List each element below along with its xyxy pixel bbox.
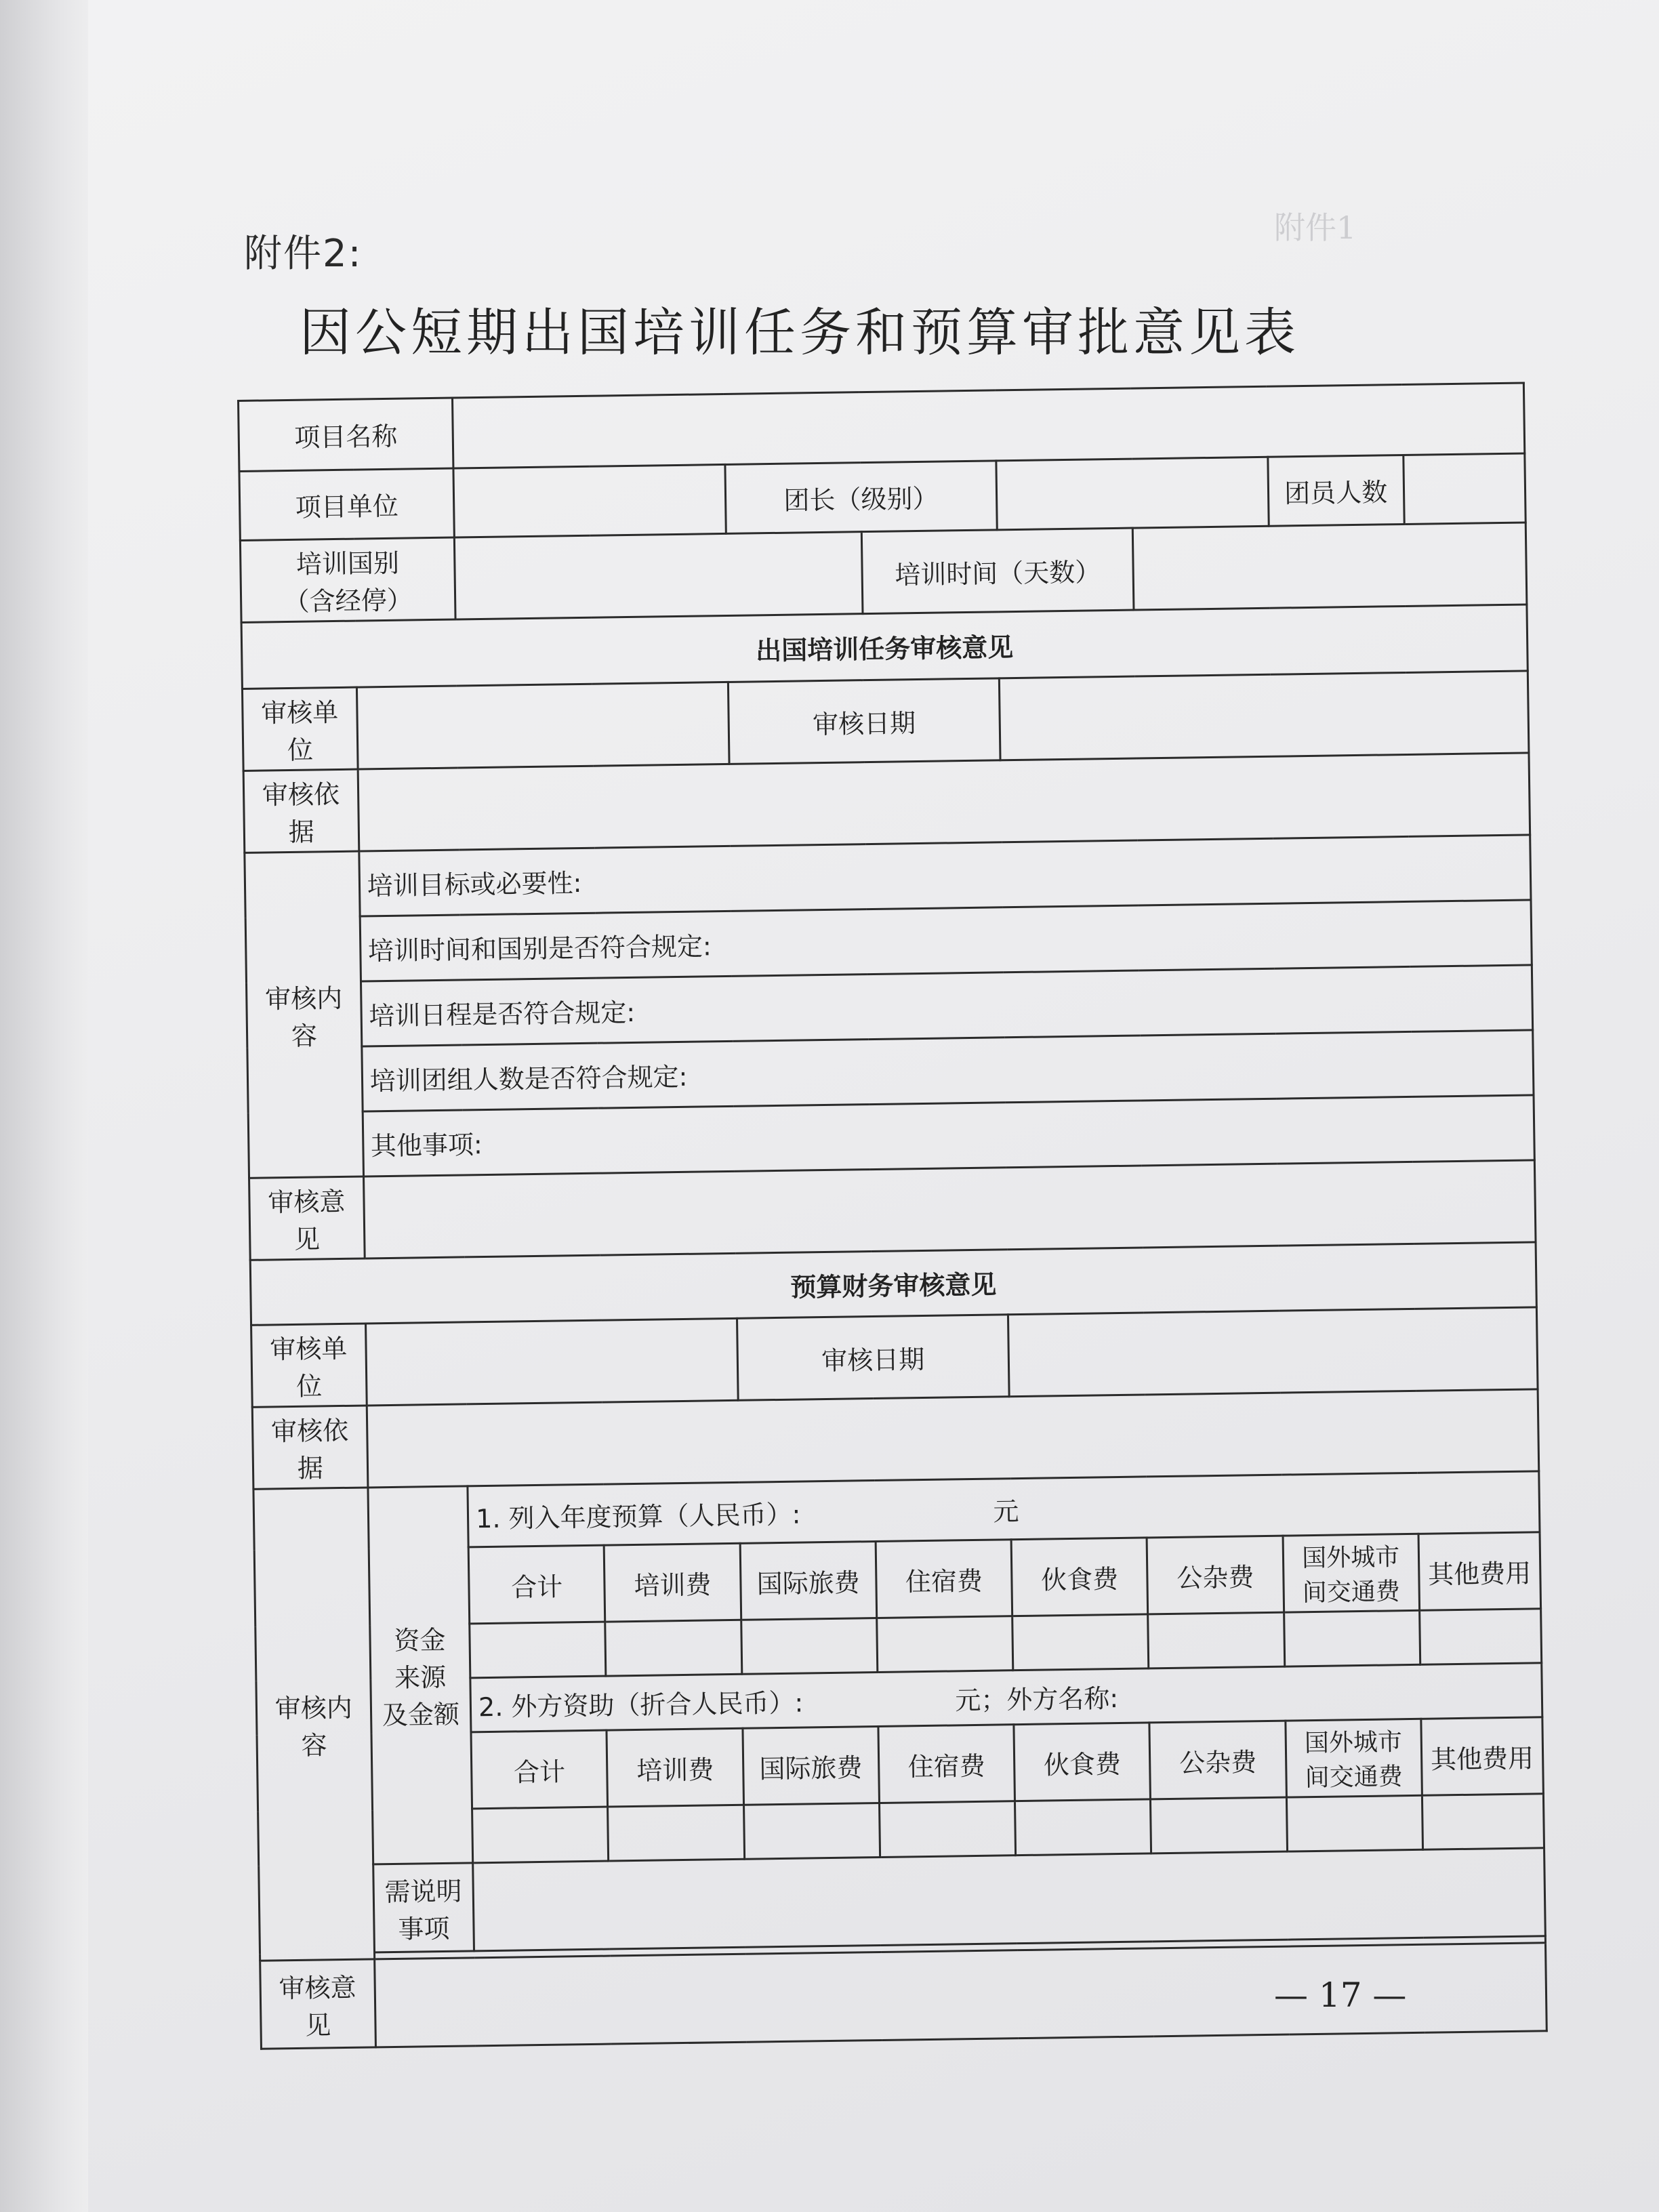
- page-number: — 17 —: [1274, 1975, 1407, 2015]
- task-content-label: 审核内容: [245, 851, 363, 1178]
- budget-review-title: 预算财务审核意见: [250, 1242, 1536, 1325]
- cost-value-cell[interactable]: [1419, 1609, 1541, 1664]
- budget-basis-label: 审核依据: [252, 1406, 367, 1489]
- country-label-line2: （含经停）: [283, 585, 413, 617]
- cost-value-cell[interactable]: [608, 1805, 744, 1861]
- task-item[interactable]: 培训团组人数是否符合规定:: [361, 1030, 1534, 1111]
- cost-header: 其他费用: [1421, 1717, 1544, 1795]
- cost-header: 国际旅费: [743, 1726, 880, 1805]
- cost-header: 国外城市间交通费: [1285, 1719, 1422, 1797]
- country-label-line1: 培训国别: [295, 548, 400, 579]
- cost-value-cell[interactable]: [877, 1616, 1013, 1673]
- members-label: 团员人数: [1267, 455, 1404, 526]
- cost-header: 培训费: [607, 1728, 743, 1807]
- cost-header: 伙食费: [1011, 1538, 1148, 1616]
- book-spine: [0, 0, 88, 2212]
- annex-label: 附件2:: [244, 232, 363, 276]
- cost-header: 合计: [471, 1730, 608, 1809]
- cost-header: 伙食费: [1014, 1723, 1151, 1801]
- cost-header: 培训费: [605, 1543, 741, 1622]
- task-date-label: 审核日期: [728, 678, 1000, 764]
- training-time-field[interactable]: [1133, 523, 1527, 610]
- cost-header: 住宿费: [878, 1725, 1015, 1803]
- cost-value-cell[interactable]: [1286, 1795, 1422, 1851]
- country-field[interactable]: [455, 532, 863, 619]
- project-name-label: 项目名称: [239, 398, 454, 471]
- cost-value-cell[interactable]: [879, 1801, 1015, 1858]
- task-item[interactable]: 培训日程是否符合规定:: [361, 965, 1533, 1046]
- task-review-title: 出国培训任务审核意见: [241, 605, 1528, 689]
- funds-label-line3: 及金额: [382, 1699, 460, 1731]
- approval-table: [237, 382, 1548, 2049]
- project-unit-field[interactable]: [453, 464, 726, 537]
- cost-value-cell[interactable]: [470, 1622, 606, 1678]
- budget-date-label: 审核日期: [737, 1315, 1009, 1401]
- bleed-through-text: 附件1: [1274, 209, 1357, 246]
- leader-field[interactable]: [996, 457, 1269, 530]
- training-time-label: 培训时间（天数）: [861, 528, 1134, 614]
- budget-unit-field[interactable]: [365, 1318, 738, 1406]
- project-unit-label: 项目单位: [239, 468, 455, 540]
- cost-header: 国外城市间交通费: [1283, 1534, 1420, 1612]
- task-unit-field[interactable]: [356, 682, 729, 769]
- budget-unit-label: 审核单位: [251, 1324, 367, 1407]
- cost-value-cell[interactable]: [1015, 1799, 1151, 1856]
- funds-source-label: [368, 1486, 473, 1864]
- notes-label: [373, 1863, 474, 1952]
- cost-value-cell[interactable]: [741, 1618, 877, 1675]
- form-title: 因公短期出国培训任务和预算审批意见表: [300, 302, 1300, 363]
- cost-value-cell[interactable]: [1148, 1612, 1284, 1668]
- task-opinion-label: 审核意见: [249, 1176, 365, 1260]
- foreign-funding-amount[interactable]: [811, 1710, 947, 1712]
- members-field[interactable]: [1404, 453, 1526, 524]
- budget-date-field[interactable]: [1008, 1307, 1538, 1397]
- cost-header: 国际旅费: [740, 1542, 877, 1620]
- task-basis-field[interactable]: [358, 753, 1530, 851]
- cost-value-cell[interactable]: [605, 1620, 741, 1676]
- task-unit-label: 审核单位: [242, 687, 357, 771]
- task-basis-label: 审核依据: [243, 769, 359, 853]
- cost-value-cell[interactable]: [743, 1803, 880, 1859]
- foreign-funding-suffix: 元；外方名称:: [955, 1683, 1119, 1716]
- cost-value-cell[interactable]: [1151, 1797, 1287, 1853]
- annual-budget-amount[interactable]: [809, 1521, 985, 1523]
- task-item[interactable]: 其他事项:: [363, 1095, 1535, 1176]
- cost-header: 公杂费: [1149, 1721, 1286, 1799]
- budget-content-label: 审核内容: [253, 1488, 374, 1961]
- notes-field[interactable]: [473, 1848, 1546, 1951]
- country-label: [240, 537, 455, 622]
- cost-header: 合计: [468, 1545, 605, 1624]
- annual-budget-prefix: 1. 列入年度预算（人民币）:: [475, 1499, 801, 1534]
- notes-label-line1: 需说明: [384, 1876, 462, 1907]
- funds-label-line2: 来源: [394, 1662, 447, 1693]
- leader-label: 团长（级别）: [725, 461, 998, 534]
- task-item[interactable]: 培训目标或必要性:: [359, 835, 1531, 916]
- cost-header: 其他费用: [1418, 1532, 1541, 1610]
- cost-value-cell[interactable]: [1422, 1794, 1544, 1849]
- cost-value-cell[interactable]: [1012, 1614, 1149, 1671]
- cost-header: 公杂费: [1147, 1536, 1284, 1614]
- cost-value-cell[interactable]: [1284, 1610, 1420, 1666]
- task-date-field[interactable]: [999, 671, 1529, 760]
- task-opinion-field[interactable]: [363, 1160, 1536, 1258]
- cost-header: 住宿费: [876, 1540, 1012, 1618]
- budget-basis-field[interactable]: [367, 1389, 1539, 1488]
- notes-label-line2: 事项: [398, 1913, 450, 1944]
- cost-value-cell[interactable]: [472, 1807, 609, 1863]
- budget-opinion-label: 审核意见: [260, 1959, 375, 2049]
- annual-budget-unit: 元: [993, 1496, 1019, 1527]
- task-item[interactable]: 培训时间和国别是否符合规定:: [360, 900, 1532, 981]
- foreign-funding-prefix: 2. 外方资助（折合人民币）:: [478, 1687, 804, 1723]
- funds-label-line1: 资金: [394, 1624, 446, 1656]
